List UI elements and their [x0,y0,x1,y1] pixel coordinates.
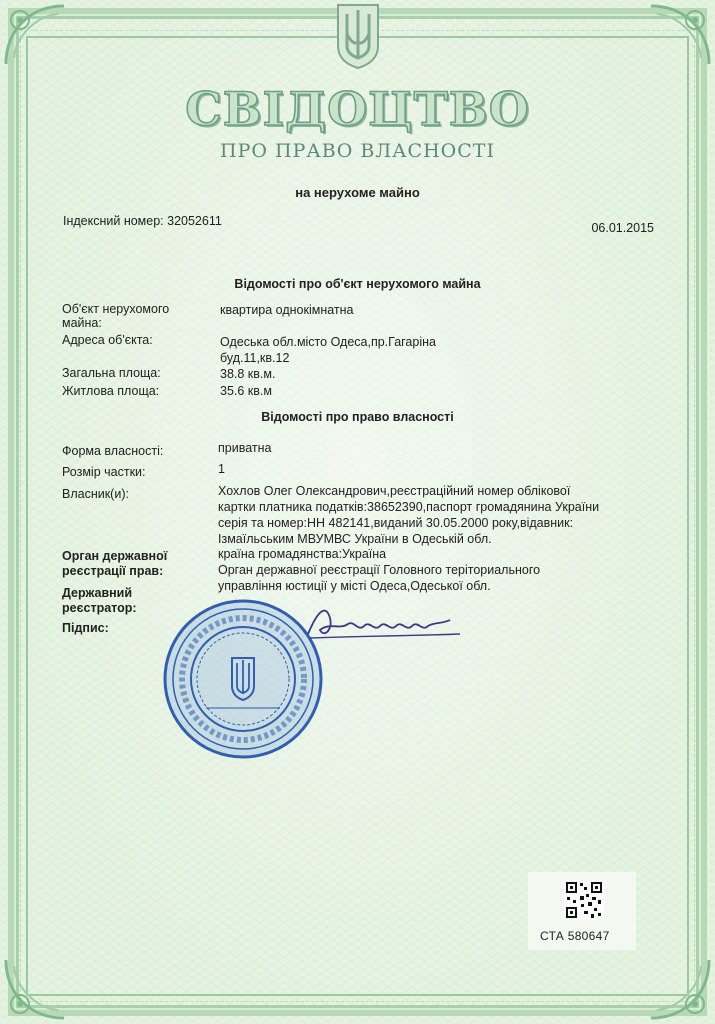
authority-line: управління юстиції у місті Одеса,Одеської обл. [218,579,491,593]
coat-of-arms-icon [335,2,381,70]
qr-block [528,872,636,950]
serial-number: СТА 580647 [540,929,610,943]
document-title: СВІДОЦТВО [185,82,530,136]
issue-date: 06.01.2015 [591,221,654,235]
object-label-line-2: майна: [62,316,102,330]
authority-label-line-1: Орган державної [62,549,168,563]
owner-line: Ізмаїльським МВУМВС України в Одеській обл. [218,532,492,546]
object-value: квартира однокімнатна [220,303,354,317]
total-area-label: Загальна площа: [62,366,161,380]
address-line-2: буд.11,кв.12 [220,351,290,365]
property-section-heading: Відомості про об'єкт нерухомого майна [234,277,481,291]
ownership-form-value: приватна [218,441,272,455]
property-type-line: на нерухоме майно [295,185,420,200]
ownership-section-heading: Відомості про право власності [261,410,454,424]
object-label-line-1: Об'єкт нерухомого [62,302,170,316]
authority-line: Орган державної реєстрації Головного теріториального [218,563,541,577]
registrar-label-line-2: реєстратор: [62,601,137,615]
qr-code-icon [564,880,604,920]
registrar-label-line-1: Державний [62,586,133,600]
owner-label: Власник(и): [62,487,129,501]
address-label: Адреса об'єкта: [62,333,153,347]
corner-ornament-icon [0,0,70,70]
owner-line: серія та номер:НН 482141,виданий 30.05.2000 року,відавник: [218,516,574,530]
living-area-value: 35.6 кв.м [220,384,272,398]
corner-ornament-icon [645,954,715,1024]
living-area-label: Житлова площа: [62,384,160,398]
address-line-1: Одеська обл.місто Одеса,пр.Гагаріна [220,335,436,349]
corner-ornament-icon [0,954,70,1024]
signature-label: Підпис: [62,621,109,635]
total-area-value: 38.8 кв.м. [220,367,276,381]
authority-label-line-2: реєстрації прав: [62,564,164,578]
share-value: 1 [218,462,225,476]
corner-ornament-icon [645,0,715,70]
owner-line: картки платника податків:38652390,паспорт громадянина України [218,500,600,514]
document-subtitle: ПРО ПРАВО ВЛАСНОСТІ [220,140,495,162]
index-number: Індексний номер: 32052611 [63,214,222,228]
share-label: Розмір частки: [62,465,146,479]
owner-line: Хохлов Олег Олександрович,реєстраційний номер облікової [218,484,571,498]
ownership-form-label: Форма власності: [62,444,164,458]
owner-line: країна громадянства:Україна [218,547,387,561]
signature-icon [300,600,465,650]
